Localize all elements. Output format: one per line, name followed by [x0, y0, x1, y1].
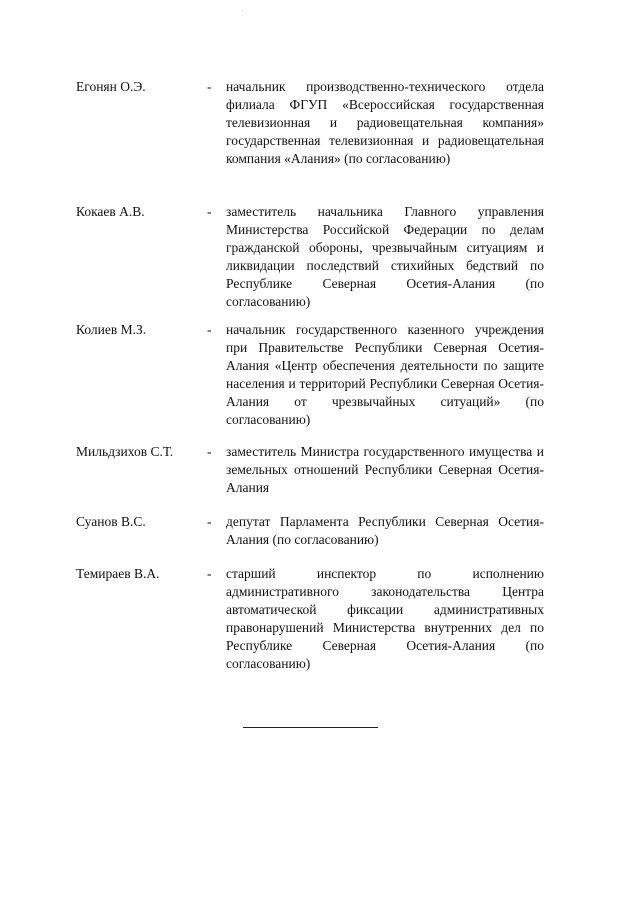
member-position: начальник производственно-технического отдела филиала ФГУП «Всероссийская государственная телевизионная и радиовещательная компания» государственная телевизионная и радиовещательная компания «Алания» (по согласованию)	[226, 79, 544, 166]
closing-rule	[243, 727, 378, 728]
separator-dash: -	[207, 566, 212, 581]
member-name: Мильдзихов С.Т.	[76, 444, 174, 459]
member-position: старший инспектор по исполнению административного законодательства Центра автоматической фиксации административных правонарушений Министерства внутренних дел по Республике Северная Осетия-Алания (по согласованию)	[226, 566, 544, 671]
separator-dash: -	[207, 322, 212, 337]
member-position: депутат Парламента Республики Северная Осетия-Алания (по согласованию)	[226, 514, 544, 547]
member-name: Колиев М.З.	[76, 322, 147, 337]
member-name: Темираев В.А.	[76, 566, 160, 581]
member-name: Суанов В.С.	[76, 514, 146, 529]
member-name: Егонян О.Э.	[76, 79, 146, 94]
member-position: заместитель Министра государственного имущества и земельных отношений Республики Северная Осетия-Алания	[226, 444, 544, 495]
scan-speck	[242, 10, 243, 11]
separator-dash: -	[207, 444, 212, 459]
member-position: заместитель начальника Главного управления Министерства Российской Федерации по делам гражданской обороны, чрезвычайным ситуациям и ликвидации последствий стихийных бедствий по Республике Северная Осетия-Алания (по согласованию)	[226, 204, 544, 309]
separator-dash: -	[207, 514, 212, 529]
separator-dash: -	[207, 79, 212, 94]
separator-dash: -	[207, 204, 212, 219]
member-position: начальник государственного казенного учреждения при Правительстве Республики Северная Осетия-Алания «Центр обеспечения деятельности по защите населения и территорий Республики Северная Осетия-Алания от чрезвычайных ситуаций» (по согласованию)	[226, 322, 544, 427]
member-name: Кокаев А.В.	[76, 204, 145, 219]
